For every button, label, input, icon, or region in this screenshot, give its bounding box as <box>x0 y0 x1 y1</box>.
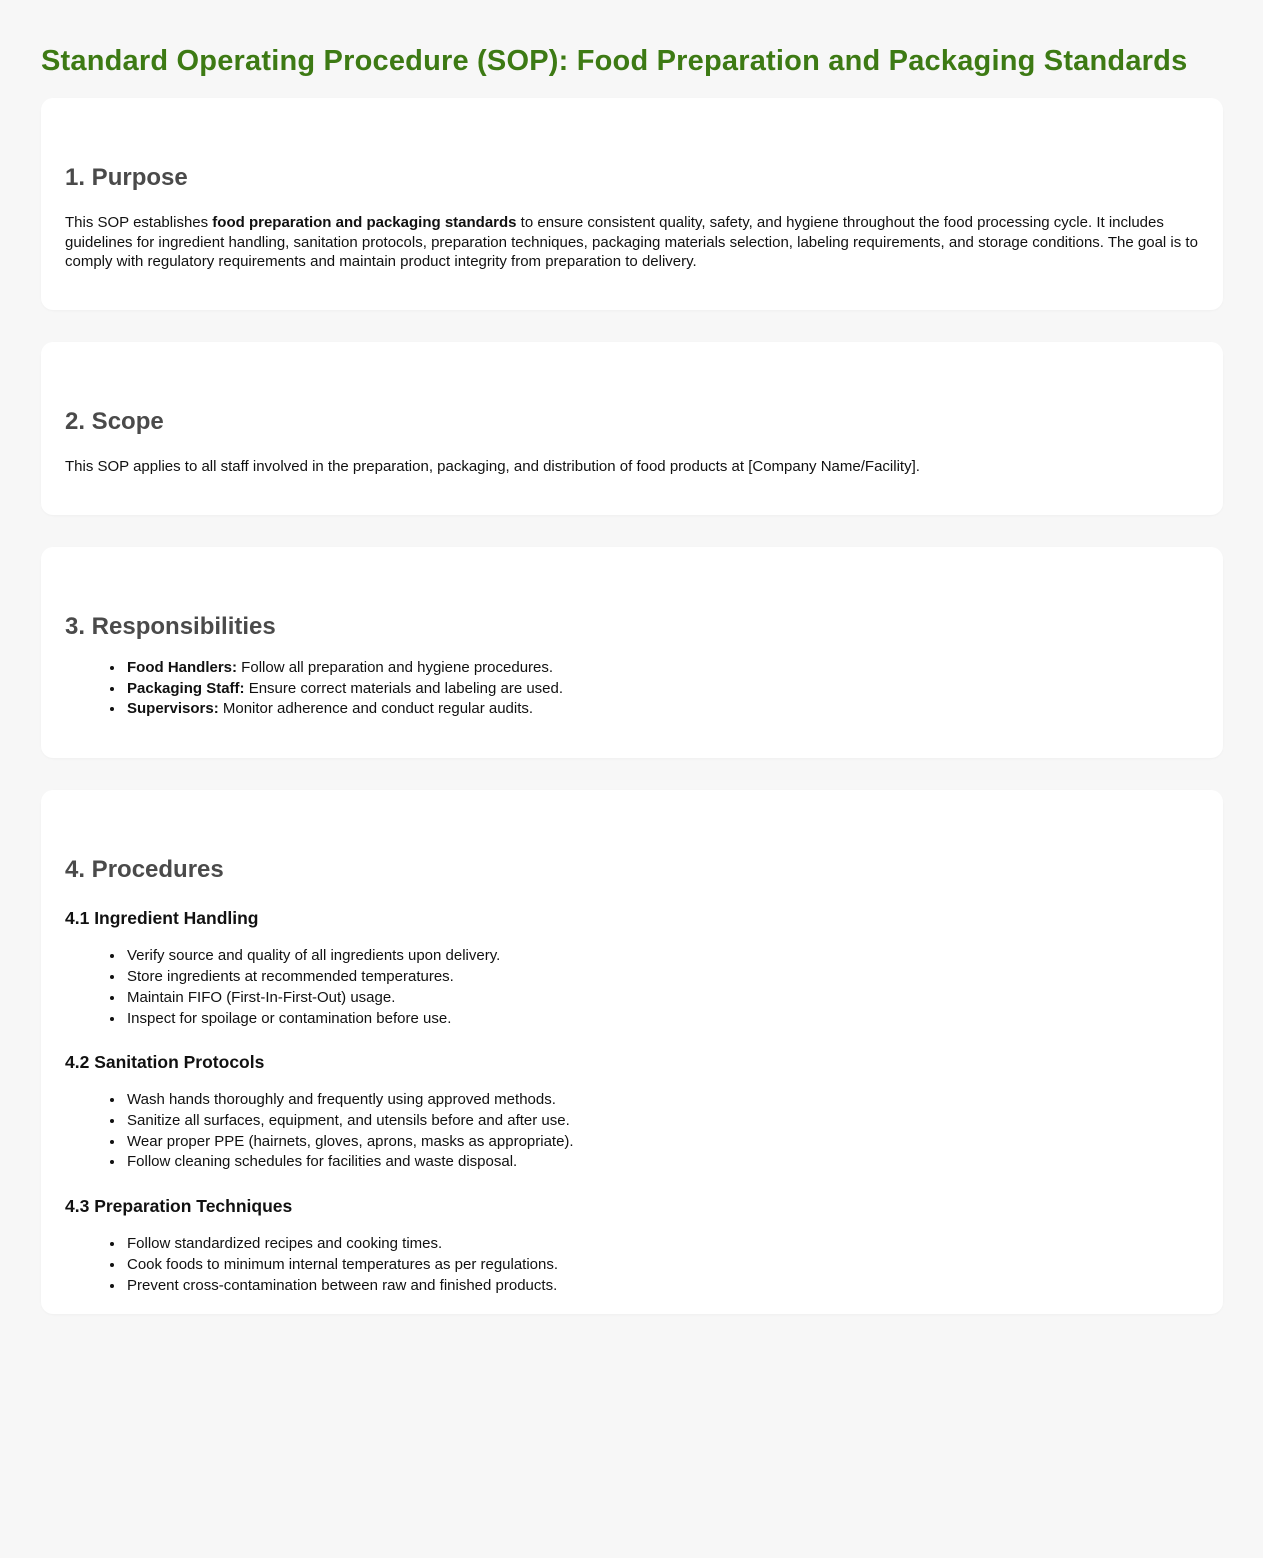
section-card-responsibilities <box>41 547 1223 759</box>
purpose-text-before: This SOP establishes <box>65 214 213 232</box>
list-item: • Store ingredients at recommended temperatures. <box>125 967 1199 988</box>
sanitation-protocols-list <box>65 1090 1199 1173</box>
responsibilities-heading: 3. Responsibilities <box>65 612 276 640</box>
list-item: • Inspect for spoilage or contamination before use. <box>125 1009 1199 1030</box>
list-item <box>125 679 1199 700</box>
list-item: • Cook foods to minimum internal temperatures as per regulations. <box>125 1255 1199 1276</box>
preparation-techniques-list <box>65 1234 1199 1296</box>
list-item: • Verify source and quality of all ingredients upon delivery. <box>125 946 1199 967</box>
list-item: • Prevent cross-contamination between raw and finished products. <box>125 1276 1199 1297</box>
list-item: • Sanitize all surfaces, equipment, and utensils before and after use. <box>125 1111 1199 1132</box>
role-duty: Monitor adherence and conduct regular audits. <box>218 700 534 718</box>
ingredient-handling-list <box>65 946 1199 1029</box>
role-label: Packaging Staff: <box>127 679 245 697</box>
purpose-paragraph <box>65 213 1199 272</box>
purpose-bold-phrase: food preparation and packaging standards <box>212 214 517 232</box>
subsection-heading-preparation-techniques: 4.3 Preparation Techniques <box>65 1196 293 1217</box>
list-item: • Follow standardized recipes and cooking times. <box>125 1234 1199 1255</box>
section-card-scope <box>41 342 1223 515</box>
role-label: Supervisors: <box>127 700 219 718</box>
subsection-heading-ingredient-handling: 4.1 Ingredient Handling <box>65 908 259 929</box>
scope-paragraph: This SOP applies to all staff involved in the preparation, packaging, and distribution of food products at [Company Name/Facility]. <box>65 458 920 476</box>
list-item: • Maintain FIFO (First-In-First-Out) usage. <box>125 988 1199 1009</box>
purpose-heading: 1. Purpose <box>65 164 188 192</box>
list-item <box>125 699 1199 720</box>
role-duty: Ensure correct materials and labeling are used. <box>244 679 564 697</box>
role-duty: Follow all preparation and hygiene procedures. <box>237 658 554 676</box>
role-label: Food Handlers: <box>127 658 238 676</box>
procedures-heading: 4. Procedures <box>65 856 224 884</box>
purpose-text-after: to ensure consistent quality, safety, and hygiene throughout the food processing cycle. It includes guidelines for ingredient handling, sanitation protocols, preparation techniques, packaging materials selection, labeling requirements, and storage conditions. The goal is to comply with regulatory requirements and maintain product integrity from preparation to delivery. <box>65 214 1198 271</box>
list-item: • Follow cleaning schedules for facilities and waste disposal. <box>125 1152 1199 1173</box>
list-item <box>125 658 1199 679</box>
page-title: Standard Operating Procedure (SOP): Food Preparation and Packaging Standards <box>41 45 1188 77</box>
responsibilities-list <box>65 658 1199 720</box>
subsection-heading-sanitation-protocols: 4.2 Sanitation Protocols <box>65 1052 265 1073</box>
list-item: • Wear proper PPE (hairnets, gloves, aprons, masks as appropriate). <box>125 1132 1199 1153</box>
section-card-procedures <box>41 790 1223 1314</box>
scope-heading: 2. Scope <box>65 407 164 435</box>
section-card-purpose <box>41 98 1223 310</box>
list-item: • Wash hands thoroughly and frequently using approved methods. <box>125 1090 1199 1111</box>
